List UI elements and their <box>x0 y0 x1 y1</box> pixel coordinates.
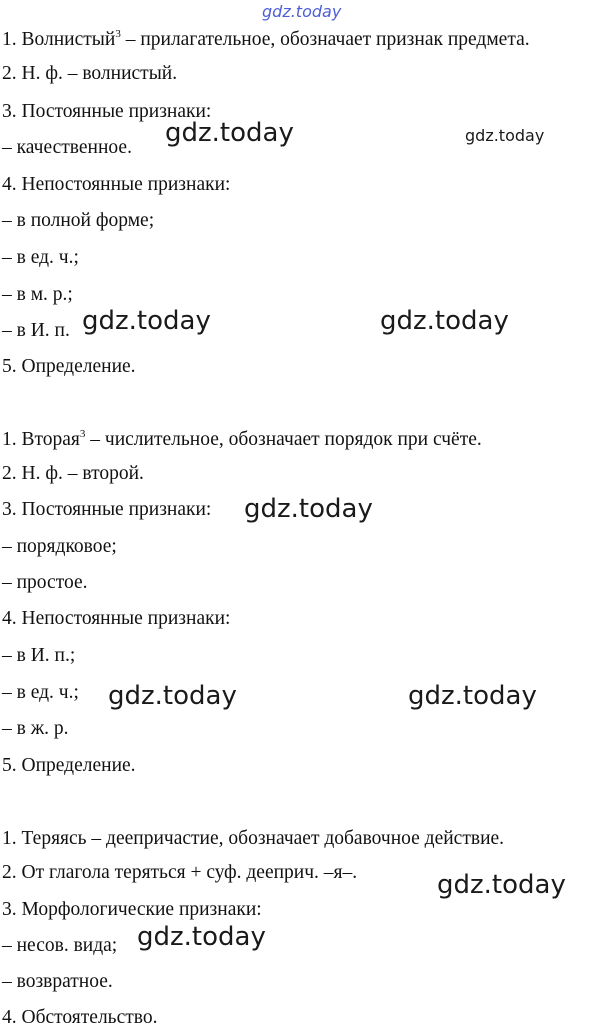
block3-line-5: – возвратное. <box>2 971 113 992</box>
watermark: gdz.today <box>165 118 294 148</box>
block3-line-1: 1. Теряясь – деепричастие, обозначает добавочное действие. <box>2 828 505 849</box>
watermark: gdz.today <box>244 494 373 524</box>
block3-line-2: 2. От глагола теряться + суф. дееприч. –я–. <box>2 862 358 883</box>
block1-line-1 <box>2 28 530 52</box>
block1-line-8: – в м. р.; <box>2 284 73 305</box>
watermark: gdz.today <box>137 922 266 952</box>
block1-line-5: 4. Непостоянные признаки: <box>2 174 231 195</box>
block2-line-10: 5. Определение. <box>2 755 136 776</box>
block1-line-4: – качественное. <box>2 137 132 158</box>
block2-line-8: – в ед. ч.; <box>2 682 79 703</box>
watermark-top: gdz.today <box>262 2 342 21</box>
line-rest: – прилагательное, обозначает признак предмета. <box>120 29 530 50</box>
watermark: gdz.today <box>108 681 237 711</box>
block2-line-1 <box>2 428 482 452</box>
block2-line-7: – в И. п.; <box>2 645 76 666</box>
block1-line-2: 2. Н. ф. – волнистый. <box>2 63 178 84</box>
block1-line-7: – в ед. ч.; <box>2 247 79 268</box>
block2-line-3: 3. Постоянные признаки: <box>2 499 212 520</box>
word-main: 1. Вторая <box>2 429 80 450</box>
block3-line-4: – несов. вида; <box>2 935 118 956</box>
block2-line-4: – порядковое; <box>2 536 117 557</box>
superscript: 3 <box>115 28 121 40</box>
block1-line-9: – в И. п. <box>2 320 70 341</box>
block3-line-6: 4. Обстоятельство. <box>2 1007 158 1028</box>
watermark: gdz.today <box>408 681 537 711</box>
block1-line-10: 5. Определение. <box>2 356 136 377</box>
line-rest: – числительное, обозначает порядок при счёте. <box>85 429 482 450</box>
block1-line-3: 3. Постоянные признаки: <box>2 101 212 122</box>
block2-line-2: 2. Н. ф. – второй. <box>2 463 144 484</box>
word-main: 1. Волнистый <box>2 29 116 50</box>
watermark-small: gdz.today <box>465 126 545 145</box>
block3-line-3: 3. Морфологические признаки: <box>2 899 262 920</box>
block1-line-6: – в полной форме; <box>2 210 155 231</box>
watermark: gdz.today <box>437 870 566 900</box>
block2-line-9: – в ж. р. <box>2 718 69 739</box>
block2-line-5: – простое. <box>2 572 88 593</box>
watermark: gdz.today <box>82 306 211 336</box>
watermark: gdz.today <box>380 306 509 336</box>
block2-line-6: 4. Непостоянные признаки: <box>2 608 231 629</box>
superscript: 3 <box>79 428 86 440</box>
